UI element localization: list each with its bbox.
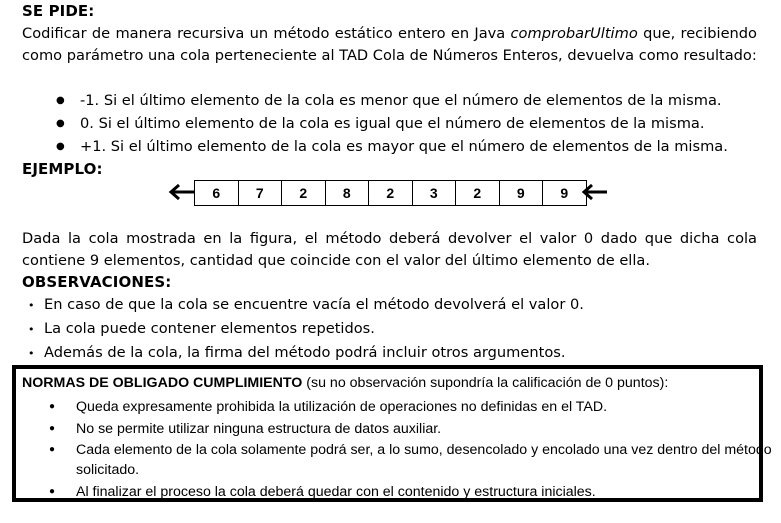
ejemplo-header: EJEMPLO: — [22, 160, 103, 178]
queue-cell: 6 — [195, 181, 239, 205]
bullet-icon: • — [28, 347, 35, 360]
observation-item: • La cola puede contener elementos repetidos. — [28, 318, 375, 341]
queue-cell: 2 — [282, 181, 326, 205]
rules-title: NORMAS DE OBLIGADO CUMPLIMIENTO — [22, 375, 303, 391]
case-item: ● 0. Si el último elemento de la cola es igual que el número de elementos de la misma. — [56, 113, 705, 135]
dequeue-arrow-icon — [167, 182, 195, 202]
enqueue-arrow-icon — [580, 182, 608, 202]
rule-item: ● Queda expresamente prohibida la utilización de operaciones no definidas en el TAD. — [76, 397, 776, 417]
bullet-icon: • — [28, 299, 35, 312]
queue-cell: 9 — [500, 181, 544, 205]
queue-cell: 2 — [369, 181, 413, 205]
queue-cell: 8 — [326, 181, 370, 205]
queue-cell: 9 — [543, 181, 587, 205]
case-item: ● -1. Si el último elemento de la cola es menor que el número de elementos de la misma. — [56, 90, 722, 112]
se-pide-header: SE PIDE: — [22, 2, 95, 20]
rule-item: ● No se permite utilizar ninguna estructura de datos auxiliar. — [76, 419, 776, 439]
queue-diagram — [194, 180, 587, 206]
bullet-icon: • — [28, 323, 35, 336]
rules-box — [12, 365, 772, 502]
queue-cell: 3 — [413, 181, 457, 205]
rules-heading — [22, 373, 668, 394]
observaciones-header: OBSERVACIONES: — [22, 273, 172, 291]
queue-cell: 2 — [456, 181, 500, 205]
queue-cell: 7 — [239, 181, 283, 205]
observation-item: • En caso de que la cola se encuentre vacía el método devolverá el valor 0. — [28, 294, 584, 317]
example-explanation: Dada la cola mostrada en la figura, el método deberá devolver el valor 0 dado que dicha cola contiene 9 elementos, cantidad que coincide con el valor del último elemento de ella. — [22, 230, 757, 269]
intro-text-1: Codificar de manera recursiva un método estático entero en Java — [22, 25, 511, 42]
method-name: comprobarUltimo — [510, 25, 638, 42]
intro-text-2: que, recibiendo como parámetro una cola perteneciente al TAD Cola de Números Enteros, devuelva como resultado: — [22, 25, 757, 64]
rule-item: ● Cada elemento de la cola solamente podrá ser, a lo sumo, desencolado y encolado una vez dentro del método solicitado. — [76, 440, 776, 480]
rules-subtitle: (su no observación supondría la calificación de 0 puntos): — [302, 375, 669, 391]
rule-item: ● Al finalizar el proceso la cola deberá quedar con el contenido y estructura iniciales. — [76, 482, 776, 502]
case-item: ● +1. Si el último elemento de la cola es mayor que el número de elementos de la misma. — [56, 136, 728, 158]
task-description — [22, 23, 757, 67]
observation-item: • Además de la cola, la firma del método podrá incluir otros argumentos. — [28, 342, 566, 365]
